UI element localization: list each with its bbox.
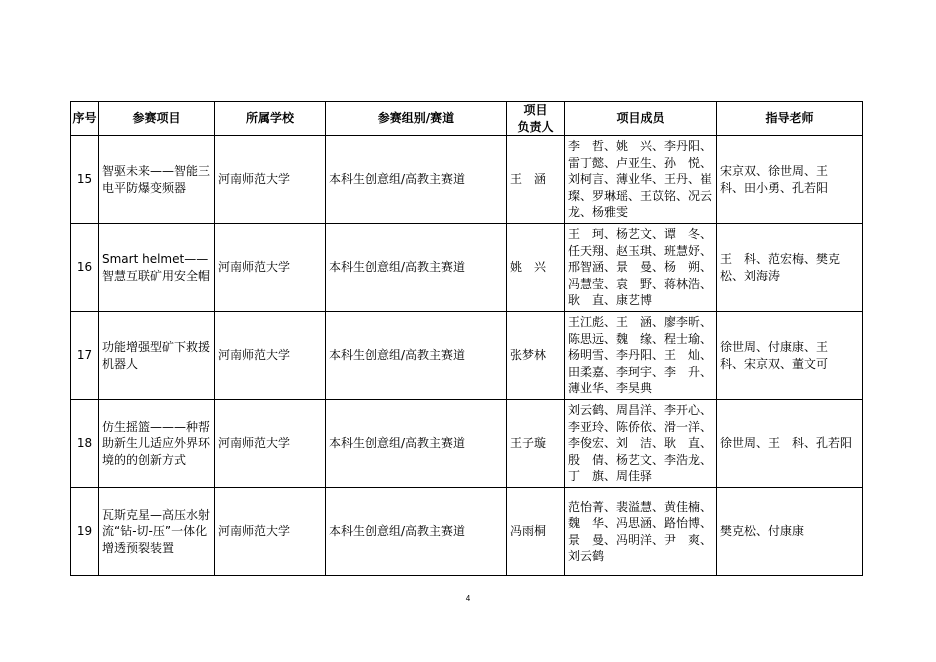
header-leader [507, 102, 565, 136]
page-number: 4 [465, 594, 471, 603]
row-leader: 王子璇 [507, 400, 565, 488]
row-members: 刘云鹤、周昌洋、李开心、李亚玲、陈侨依、滑一洋、李俊宏、刘 洁、耿 直、殷 倩、杨艺文、李浩龙、丁 旗、周佳驿 [565, 400, 717, 488]
row-leader: 王 涵 [507, 136, 565, 224]
row-school: 河南师范大学 [215, 488, 326, 576]
row-seq: 18 [71, 400, 99, 488]
row-project: 瓦斯克星—高压水射流“钻-切-压”一体化增透预裂装置 [99, 488, 215, 576]
row-project: 仿生摇篮———种帮助新生儿适应外界环境的的创新方式 [99, 400, 215, 488]
row-members: 李 哲、姚 兴、李丹阳、雷丁懿、卢亚生、孙 悦、刘柯言、薄业华、王丹、崔 璨、罗琳瑶、王苡铭、况云龙、杨雅雯 [565, 136, 717, 224]
row-group: 本科生创意组/高教主赛道 [326, 400, 507, 488]
row-seq: 16 [71, 224, 99, 312]
header-project: 参赛项目 [99, 102, 215, 136]
header-group: 参赛组别/赛道 [326, 102, 507, 136]
table-row [71, 488, 863, 576]
row-leader: 冯雨桐 [507, 488, 565, 576]
row-project: Smart helmet——智慧互联矿用安全帽 [99, 224, 215, 312]
row-group: 本科生创意组/高教主赛道 [326, 224, 507, 312]
row-members: 范怡菁、裴溢慧、黄佳楠、魏 华、冯思涵、路怡博、景 曼、冯明洋、尹 爽、刘云鹤 [565, 488, 717, 576]
row-school: 河南师范大学 [215, 136, 326, 224]
row-group: 本科生创意组/高教主赛道 [326, 312, 507, 400]
row-teachers: 王 科、范宏梅、樊克松、刘海涛 [717, 224, 863, 312]
row-school: 河南师范大学 [215, 224, 326, 312]
header-leader-line2: 负责人 [517, 119, 554, 134]
row-project: 智驱未来——智能三电平防爆变频器 [99, 136, 215, 224]
row-members: 王江彪、王 涵、廖李昕、陈思远、魏 缘、程士瑜、杨明雪、李丹阳、王 灿、田柔嘉、李珂宇、李 升、薄业华、李昊典 [565, 312, 717, 400]
row-teachers: 宋京双、徐世周、王 科、田小勇、孔若阳 [717, 136, 863, 224]
row-teachers: 徐世周、付康康、王 科、宋京双、董文可 [717, 312, 863, 400]
header-leader-line1: 项目 [523, 103, 548, 117]
award-table [70, 101, 863, 576]
row-teachers: 徐世周、王 科、孔若阳 [717, 400, 863, 488]
row-seq: 19 [71, 488, 99, 576]
row-group: 本科生创意组/高教主赛道 [326, 488, 507, 576]
table-row [71, 224, 863, 312]
row-leader: 张梦林 [507, 312, 565, 400]
header-teachers: 指导老师 [717, 102, 863, 136]
row-seq: 15 [71, 136, 99, 224]
row-leader: 姚 兴 [507, 224, 565, 312]
table-row [71, 136, 863, 224]
row-members: 王 珂、杨艺文、谭 冬、任天翔、赵玉琪、班慧妤、邢智涵、景 曼、杨 朔、冯慧莹、袁 野、蒋林浩、耿 直、康艺博 [565, 224, 717, 312]
header-members: 项目成员 [565, 102, 717, 136]
table-row [71, 400, 863, 488]
table-row [71, 312, 863, 400]
row-teachers: 樊克松、付康康 [717, 488, 863, 576]
table-header-row [71, 102, 863, 136]
row-group: 本科生创意组/高教主赛道 [326, 136, 507, 224]
row-school: 河南师范大学 [215, 400, 326, 488]
row-school: 河南师范大学 [215, 312, 326, 400]
row-project: 功能增强型矿下救援机器人 [99, 312, 215, 400]
header-school: 所属学校 [215, 102, 326, 136]
header-seq: 序号 [71, 102, 99, 136]
row-seq: 17 [71, 312, 99, 400]
